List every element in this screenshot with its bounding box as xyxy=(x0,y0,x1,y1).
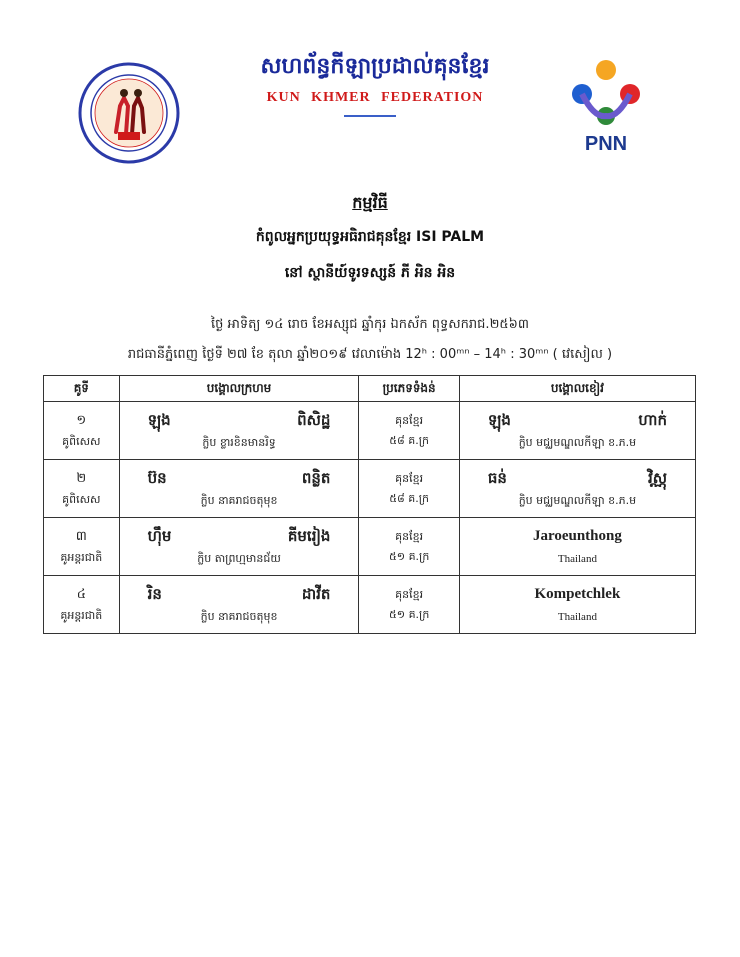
red-club: ក្លិប ខ្លារខិនមានរិទ្ធ xyxy=(202,435,276,449)
weight-type: គុនខ្មែរ xyxy=(395,529,424,543)
header-bout-number: គូទី xyxy=(44,376,120,402)
red-last-name: គីមរៀង xyxy=(287,526,331,545)
red-first-name: ឡុង xyxy=(147,410,171,429)
weight-value: ៥១ គ.ក្រ xyxy=(388,549,430,563)
red-corner-cell xyxy=(119,460,359,518)
blue-last-name: ហាក់ xyxy=(638,410,667,429)
header-red-corner: បង្គោលក្រហម xyxy=(119,376,359,402)
blue-corner-cell xyxy=(459,576,695,634)
red-first-name: ប៊ន xyxy=(147,468,167,487)
table-row xyxy=(44,402,696,460)
blue-first-name: ឡុង xyxy=(487,410,511,429)
header-divider xyxy=(344,115,396,117)
table-row xyxy=(44,576,696,634)
red-first-name: រិន xyxy=(147,584,162,603)
kkf-logo xyxy=(78,62,180,164)
blue-club: Thailand xyxy=(557,552,597,565)
federation-name-khmer: សហព័ន្ធកីឡាប្រដាល់គុនខ្មែរ xyxy=(260,54,490,79)
red-last-name: ដាវីត xyxy=(301,584,331,603)
event-venue: នៅ ស្ថានីយ៍ទូរទស្សន៍ ភី អិន អិន xyxy=(284,265,456,281)
blue-corner-cell xyxy=(459,402,695,460)
blue-fighter-name: Kompetchlek xyxy=(534,585,621,602)
bout-category: គូពិសេស xyxy=(62,492,101,506)
weight-cell xyxy=(359,402,459,460)
pnn-logo-text: PNN xyxy=(584,133,628,155)
blue-corner-cell xyxy=(459,518,695,576)
red-fighter-name xyxy=(120,466,359,490)
federation-name-english: KUN KHMER FEDERATION xyxy=(266,90,484,105)
bout-cell xyxy=(44,460,120,518)
blue-fighter-name xyxy=(460,408,695,432)
weight-value: ៥៨ គ.ក្រ xyxy=(389,433,430,447)
blue-last-name: វិស្ណុ xyxy=(647,468,667,487)
table-row xyxy=(44,518,696,576)
program-title: កម្មវិធី xyxy=(352,193,388,212)
blue-club: Thailand xyxy=(557,610,597,623)
red-club: ក្លិប តាព្រហ្មមានជ័យ xyxy=(197,551,281,565)
bout-number: ៣ xyxy=(75,528,87,544)
pnn-logo xyxy=(566,58,646,158)
red-corner-cell xyxy=(119,402,359,460)
event-name: កំពូលអ្នកប្រយុទ្ធអធិរាជគុនខ្មែរ ISI PALM xyxy=(255,229,485,245)
table-header-row xyxy=(44,376,696,402)
bout-cell xyxy=(44,518,120,576)
red-club: ក្លិប នាគរាជចតុមុខ xyxy=(200,609,278,623)
red-fighter-name xyxy=(120,524,359,548)
header-blue-corner: បង្គោលខៀវ xyxy=(459,376,695,402)
bout-cell xyxy=(44,402,120,460)
weight-cell xyxy=(359,518,459,576)
table-row xyxy=(44,460,696,518)
red-fighter-name xyxy=(120,582,359,606)
bout-number: ៤ xyxy=(76,586,86,602)
event-date-lunar: ថ្ងៃ អាទិត្យ ១៤ រោច ខែអស្សុជ ឆ្នាំកុរ ឯកស័ក ពុទ្ធសករាជ.២៥៦៣ xyxy=(211,317,529,332)
blue-fighter-name: Jaroeunthong xyxy=(532,527,622,544)
bout-category: គូពិសេស xyxy=(62,434,101,448)
weight-type: គុនខ្មែរ xyxy=(395,471,424,485)
red-fighter-name xyxy=(120,408,359,432)
blue-fighter-name xyxy=(460,466,695,490)
weight-value: ៥៨ គ.ក្រ xyxy=(389,491,430,505)
weight-value: ៥១ គ.ក្រ xyxy=(388,607,430,621)
header-weight-class: ប្រភេទទំងន់ xyxy=(359,376,459,402)
red-corner-cell xyxy=(119,576,359,634)
red-club: ក្លិប នាគរាជចតុមុខ xyxy=(200,493,278,507)
bout-cell xyxy=(44,576,120,634)
blue-first-name: ធន់ xyxy=(487,468,507,487)
event-date-time: រាជធានីភ្នំពេញ ថ្ងៃទី ២៧ ខែ តុលា ឆ្នាំ២០១៩ វេលាម៉ោង 12ʰ : 00ᵐⁿ – 14ʰ : 30ᵐⁿ ( វេសៀល ) xyxy=(127,347,613,362)
red-last-name: ពន្លិត xyxy=(301,468,331,487)
red-corner-cell xyxy=(119,518,359,576)
weight-cell xyxy=(359,460,459,518)
red-first-name: ហុឹម xyxy=(147,526,172,545)
weight-cell xyxy=(359,576,459,634)
bout-category: គូអន្តរជាតិ xyxy=(60,550,103,564)
weight-type: គុនខ្មែរ xyxy=(395,413,424,427)
bout-number: ១ xyxy=(76,412,87,428)
red-last-name: ពិសិដ្ឋ xyxy=(297,410,331,429)
blue-club: ក្លិប មជ្ឈមណ្ឌលកីឡា ខ.ភ.ម xyxy=(518,493,637,507)
bout-category: គូអន្តរជាតិ xyxy=(60,608,103,622)
blue-club: ក្លិប មជ្ឈមណ្ឌលកីឡា ខ.ភ.ម xyxy=(518,435,637,449)
blue-corner-cell xyxy=(459,460,695,518)
weight-type: គុនខ្មែរ xyxy=(395,587,424,601)
bout-number: ២ xyxy=(76,470,87,486)
bout-schedule-table xyxy=(43,375,696,634)
